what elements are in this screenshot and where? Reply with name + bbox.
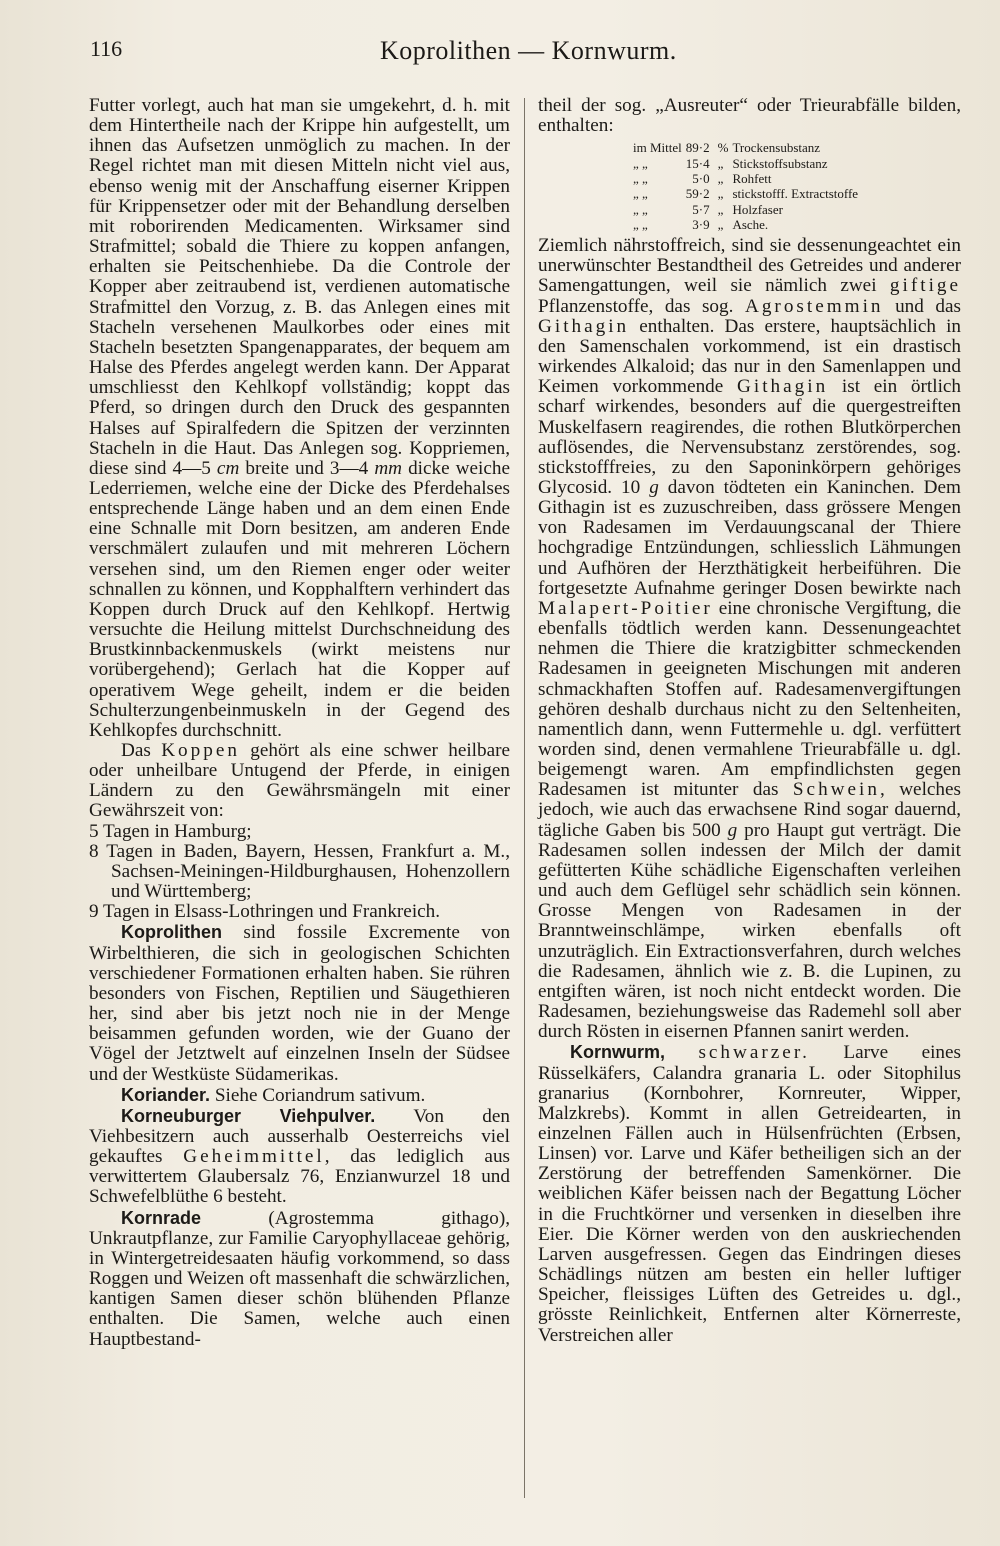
table-cell-value: 5·0 xyxy=(692,170,710,186)
page-number: 116 xyxy=(90,36,123,61)
entry-korneuburger-viehpulver: Korneuburger Viehpulver. Von den Viehbesitzern auch ausserhalb Oesterreichs viel gekauftes Geheimmittel, das lediglich aus verwittertem Glaubersalz 76, Enzianwurzel 18 und Schwefelblüthe 6 besteht. xyxy=(89,1105,510,1208)
list-item: 9 Tagen in Elsass-Lothringen und Frankreich. xyxy=(89,901,441,923)
spaced-term: Agrostemmin xyxy=(744,295,884,317)
table-cell-label: Stickstoffsubstanz xyxy=(732,155,828,171)
running-head: Koprolithen — Kornwurm. xyxy=(380,36,677,65)
entry-headword: Kornrade xyxy=(121,1207,202,1228)
paragraph: Ziemlich nährstoffreich, sind sie dessenungeachtet ein unerwünschter Bestandtheil des Getreides und anderer Samengattungen, weil sie nämlich zwei giftige Pflanzenstoffe, das sog. Agrostemmin und das Githagin enthalten. Das erstere, hauptsächlich in den Samenschalen vorkommend, ist ein drastisch wirkendes Alkaloid; das nur in den Samenlappen und Keimen vorkommende Githagin ist ein örtlich scharf wirkendes, besonders auf die quergestreiften Muskelfasern reagirendes, die rothen Blutkörperchen auflösendes, die Nervensubstanz zerstörendes, sog. stickstofffreies, zu den Saponinkörpern gehöriges Glycosid. 10 g davon tödteten ein Kaninchen. Dem Githagin ist es zuzuschreiben, dass grössere Mengen von Radesamen im Verdauungscanal der Thiere hochgradige Entzündungen, schliesslich Lähmungen und Aufhören der Herzthätigkeit herbeiführen. Die fortgesetzte Aufnahme geringer Dosen bewirkte nach Malapert-Poitier eine chronische Vergiftung, die ebenfalls tödtlich werden kann. Dessenungeachtet nehmen die Thiere die kratzigbitter schmeckenden Radesamen in geeigneten Mischungen mit anderen schmackhaften Stoffen auf. Radesamenvergiftungen gehören deshalb durchaus nicht zu den Seltenheiten, namentlich dann, wenn Futtermehle u. dgl. verfüttert worden sind, denen vermahlene Trieurabfälle u. dgl. beigemengt waren. Am empfindlichsten gegen Radesamen ist mitunter das Schwein, welches jedoch, wie auch das erwachsene Rind sogar dauernd, tägliche Gaben bis 500 g pro Haupt gut verträgt. Die Radesamen sollen indessen der Milch der damit gefütterten Kühe schädliche Eigenschaften verleihen und auch dem Geflügel sehr schädlich sein können. Grosse Mengen von Radesamen in der Branntweinschlämpe, wirken ebenfalls oft unzuträglich. Ein Extractionsverfahren, durch welches die Radesamen, ähnlich wie z. B. die Lupinen, zu entgiften wären, ist noch nicht entdeckt worden. Die Radesamen, beziehungsweise das Rademehl soll aber durch Rösten in eisernen Pfannen sanirt werden. xyxy=(538,235,962,1043)
spaced-term: Geheimmittel xyxy=(183,1146,325,1168)
entry-headword: Koriander. xyxy=(121,1084,211,1105)
paragraph: Das Koppen gehört als eine schwer heilbare oder unheilbare Untugend der Pferde, in einigen Ländern zu den Gewährsmängeln mit einer Gewährszeit von: xyxy=(89,740,511,822)
spaced-term: Schwein xyxy=(792,779,880,801)
table-row xyxy=(633,217,862,232)
left-column xyxy=(89,96,510,1350)
table-cell-unit: „ xyxy=(717,186,724,202)
table-row xyxy=(633,202,862,217)
table-cell-label: Asche. xyxy=(732,216,769,232)
paragraph: theil der sog. „Ausreuter“ oder Trieurabfälle bilden, enthalten: xyxy=(538,95,961,137)
table-row xyxy=(633,186,862,201)
table-cell-label: Trockensubstanz xyxy=(732,140,821,156)
list-item: 5 Tagen in Hamburg; xyxy=(89,820,252,842)
spaced-term: schwarzer. xyxy=(698,1042,810,1064)
table-cell-label: Rohfett xyxy=(732,170,772,186)
entry-koriander: Koriander. Siehe Coriandrum sativum. xyxy=(121,1084,426,1106)
table-cell-unit: „ xyxy=(717,216,724,232)
paragraph: Futter vorlegt, auch hat man sie umgekehrt, d. h. mit dem Hintertheile nach der Krippe hin aufgestellt, um ihnen das Aufsetzen unmöglich zu machen. In der Regel richtet man mit diesen Mitteln nicht viel aus, ebenso wenig mit der Anschaffung eiserner Krippen für Krippensetzer oder mit der Behandlung derselben mit roborirenden Medicamenten. Wirksamer sind Strafmittel; sobald die Thiere zu koppen anfangen, erhalten sie Peitschenhiebe. Da die Controle der Kopper aber zeitraubend ist, verdienen automatische Strafmittel den Vorzug, z. B. das Anlegen eines mit Stacheln versehenen Maulkorbes oder eines mit Stacheln besetzten Spangenapparates, der bequem am Halse des Pferdes angelegt werden kann. Der Apparat umschliesst den Kehlkopf vollständig; koppt das Pferd, so dringen durch den Druck des gespannten Halses auf Spiralfedern die Spitzen der verzinnten Stacheln in die Haut. Das Anlegen sog. Koppriemen, diese sind 4—5 cm breite und 3—4 mm dicke weiche Lederriemen, welche eine der Dicke des Pferdehalses entsprechende Länge haben und an dem einen Ende eine Schnalle mit Dorn besitzen, am anderen Ende verschmälert zulaufen und mit mehreren Löchern versehen sind, um den Riemen enger oder weiter schnallen zu können, und Kopphalftern verhindert das Koppen durch Druck auf den Kehlkopf. Hertwig versuchte die Heilung mittelst Durchschneidung des Brustkinnbackenmuskels (wirkt meistens nur vorübergehend); Gerlach hat die Kopper auf operativem Wege geheilt, indem er die beiden Schulterzungenbeinmuskeln in der Gegend des Kehlkopfes durchschnitt. xyxy=(89,95,511,741)
table-cell-unit: „ xyxy=(717,201,724,217)
entry-headword: Kornwurm, xyxy=(570,1042,666,1063)
composition-table xyxy=(633,140,862,232)
table-cell-value: 5·7 xyxy=(692,201,710,217)
table-cell-unit: „ xyxy=(717,170,724,186)
spaced-term: giftige xyxy=(889,275,962,297)
table-cell-unit: „ xyxy=(717,155,724,171)
table-cell-prefix: „ „ xyxy=(633,186,648,202)
table-cell-prefix: „ „ xyxy=(633,201,648,217)
spaced-term: Githagin xyxy=(737,376,829,398)
unit: cm xyxy=(216,457,240,479)
table-row xyxy=(633,156,862,171)
table-cell-prefix: „ „ xyxy=(633,170,648,186)
entry-kornwurm: Kornwurm, schwarzer. Larve eines Rüsselkäfers, Calandra granaria L. oder Sitophilus granarius (Kornbohrer, Kornreuter, Wipper, Malzkrebs). Kommt in allen Getreidearten, in einzelnen Fällen auch in Hülsenfrüchten (Erbsen, Linsen) vor. Larve und Käfer betheiligen sich an der Zerstörung der betreffenden Samenkörner. Die weiblichen Käfer beissen nach der Begattung Löcher in die Fruchtkörner und versenken in dieselben ihre Eier. Die Körner werden von den auskriechenden Larven ausgefressen. Gegen das Eindringen dieses Schädlings nützen am besten ein heller luftiger Speicher, fleissiges Lüften des Getreides u. dgl., grösste Reinlichkeit, Entfernen alter Körnerreste, Verstreichen aller xyxy=(538,1042,961,1346)
table-cell-prefix: „ „ xyxy=(633,216,648,232)
table-cell-label: stickstofff. Extractstoffe xyxy=(732,186,859,202)
table-cell-unit: % xyxy=(717,140,729,156)
entry-headword: Korneuburger Viehpulver. xyxy=(121,1105,376,1126)
unit: g xyxy=(727,819,738,841)
table-cell-value: 15·4 xyxy=(685,155,710,171)
table-row xyxy=(633,140,862,155)
spaced-term: Koppen xyxy=(161,740,240,761)
table-row xyxy=(633,171,862,186)
spaced-term: Githagin xyxy=(538,315,630,337)
entry-kornrade: Kornrade (Agrostemma githago), Unkrautpflanze, zur Familie Caryophyllaceae gehörig, in Wintergetreidesaaten häufig vorkommend, so dass Roggen und Weizen oft massenhaft die schwärzlichen, kantigen Samen dieser schön blühenden Pflanze enthalten. Die Samen, welche auch einen Hauptbestand- xyxy=(89,1207,511,1350)
list-item: 8 Tagen in Baden, Bayern, Hessen, Frankfurt a. M., Sachsen-Meiningen-Hildburghausen, Hohenzollern und Württemberg; xyxy=(89,840,510,903)
table-cell-value: 89·2 xyxy=(685,140,710,156)
table-cell-value: 3·9 xyxy=(692,216,710,232)
unit: g xyxy=(649,476,659,498)
table-cell-prefix: „ „ xyxy=(633,155,648,171)
entry-headword: Koprolithen xyxy=(121,922,222,943)
page-header xyxy=(90,36,960,76)
spaced-term: Malapert-Poitier xyxy=(538,597,713,619)
entry-koprolithen: Koprolithen sind fossile Excremente von Wirbelthieren, die sich in geologischen Schichten verschiedener Formationen erhalten haben. Sie rühren besonders von Fischen, Reptilien und Säugethieren her, sind aber bis jetzt noch nie in der Menge beisammen gefunden worden, wie der Guano der Vögel der Jetztwelt auf einzelnen Inseln der Südsee und der Westküste Südamerikas. xyxy=(89,922,511,1085)
unit: mm xyxy=(374,457,403,479)
column-divider xyxy=(524,98,525,1498)
table-cell-label: Holzfaser xyxy=(732,201,783,217)
table-cell-prefix: im Mittel xyxy=(633,140,682,156)
table-cell-value: 59·2 xyxy=(685,186,710,202)
right-column xyxy=(538,96,961,1346)
